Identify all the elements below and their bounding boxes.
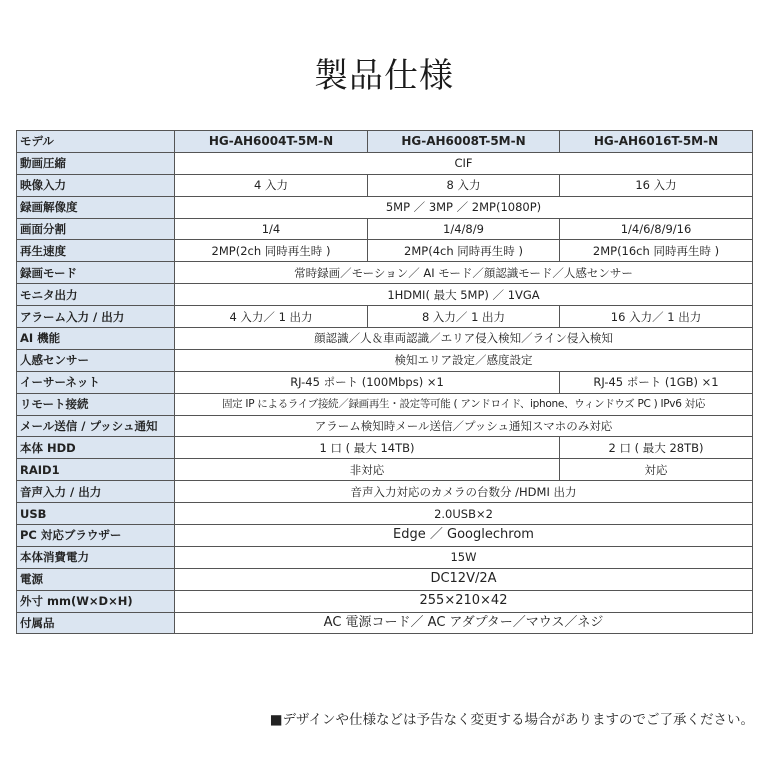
row-label: 付属品 [17, 612, 175, 634]
table-row [17, 240, 753, 262]
row-value: RJ-45 ポート (1GB) ×1 [560, 371, 753, 393]
header-label: モデル [17, 131, 175, 153]
row-label: 録画解像度 [17, 196, 175, 218]
row-label: 再生速度 [17, 240, 175, 262]
page-title: 製品仕様 [314, 56, 454, 96]
table-row [17, 459, 753, 481]
row-value: 8 入力／ 1 出力 [368, 306, 560, 328]
row-value: 音声入力対応のカメラの台数分 /HDMI 出力 [175, 481, 753, 503]
table-row [17, 196, 753, 218]
row-value: 1/4 [175, 218, 368, 240]
row-label: 電源 [17, 568, 175, 590]
row-value: 対応 [560, 459, 753, 481]
table-row [17, 306, 753, 328]
model-header: HG-AH6004T-5M-N [175, 131, 368, 153]
row-value: 2MP(4ch 同時再生時 ) [368, 240, 560, 262]
row-label: AI 機能 [17, 328, 175, 350]
row-label: 画面分割 [17, 218, 175, 240]
row-value: 255×210×42 [175, 590, 753, 612]
disclaimer-note: ■デザインや仕様などは予告なく変更する場合がありますのでご了承ください。 [269, 712, 754, 728]
row-label: 本体 HDD [17, 437, 175, 459]
table-row [17, 152, 753, 174]
row-value: CIF [175, 152, 753, 174]
table-row [17, 415, 753, 437]
row-value: DC12V/2A [175, 568, 753, 590]
table-row [17, 284, 753, 306]
row-value: 1/4/6/8/9/16 [560, 218, 753, 240]
table-row [17, 612, 753, 634]
table-row [17, 174, 753, 196]
table-row [17, 590, 753, 612]
row-label: 人感センサー [17, 349, 175, 371]
table-header-row [17, 131, 753, 153]
row-value: 2 口 ( 最大 28TB) [560, 437, 753, 459]
row-value: 16 入力 [560, 174, 753, 196]
row-label: リモート接続 [17, 393, 175, 415]
row-value: 1 口 ( 最大 14TB) [175, 437, 560, 459]
model-header: HG-AH6016T-5M-N [560, 131, 753, 153]
row-value: アラーム検知時メール送信／プッシュ通知スマホのみ対応 [175, 415, 753, 437]
row-value: 検知エリア設定／感度設定 [175, 349, 753, 371]
row-label: アラーム入力 / 出力 [17, 306, 175, 328]
table-row [17, 437, 753, 459]
row-label: 音声入力 / 出力 [17, 481, 175, 503]
row-value: 4 入力／ 1 出力 [175, 306, 368, 328]
row-value: AC 電源コード／ AC アダプター／マウス／ネジ [175, 612, 753, 634]
table-row [17, 481, 753, 503]
row-value: RJ-45 ポート (100Mbps) ×1 [175, 371, 560, 393]
row-label: 映像入力 [17, 174, 175, 196]
table-row [17, 262, 753, 284]
row-label: 本体消費電力 [17, 546, 175, 568]
row-value: 2MP(16ch 同時再生時 ) [560, 240, 753, 262]
row-value: 4 入力 [175, 174, 368, 196]
row-label: USB [17, 503, 175, 525]
table-row [17, 503, 753, 525]
table-row [17, 546, 753, 568]
spec-table [16, 130, 753, 634]
table-row [17, 393, 753, 415]
row-value: 1HDMI( 最大 5MP) ／ 1VGA [175, 284, 753, 306]
row-value: 顔認識／人＆車両認識／エリア侵入検知／ライン侵入検知 [175, 328, 753, 350]
row-value: 2.0USB×2 [175, 503, 753, 525]
model-header: HG-AH6008T-5M-N [368, 131, 560, 153]
row-value: 固定 IP によるライブ接続／録画再生・設定等可能 ( アンドロイド、iphone、ウィンドウズ PC ) IPv6 対応 [175, 393, 753, 415]
row-value: 5MP ／ 3MP ／ 2MP(1080P) [175, 196, 753, 218]
row-label: イーサーネット [17, 371, 175, 393]
row-value: Edge ／ Googlechrom [175, 525, 753, 547]
row-value: 1/4/8/9 [368, 218, 560, 240]
row-label: モニタ出力 [17, 284, 175, 306]
row-value: 15W [175, 546, 753, 568]
table-row [17, 371, 753, 393]
row-value: 8 入力 [368, 174, 560, 196]
row-value: 2MP(2ch 同時再生時 ) [175, 240, 368, 262]
row-label: 外寸 mm(W×D×H) [17, 590, 175, 612]
row-label: 録画モード [17, 262, 175, 284]
row-value: 常時録画／モーション／ AI モード／顔認識モード／人感センサー [175, 262, 753, 284]
table-row [17, 328, 753, 350]
table-row [17, 525, 753, 547]
table-row [17, 218, 753, 240]
table-row [17, 568, 753, 590]
row-value: 非対応 [175, 459, 560, 481]
row-label: RAID1 [17, 459, 175, 481]
table-row [17, 349, 753, 371]
row-label: メール送信 / プッシュ通知 [17, 415, 175, 437]
row-value: 16 入力／ 1 出力 [560, 306, 753, 328]
row-label: PC 対応ブラウザー [17, 525, 175, 547]
row-label: 動画圧縮 [17, 152, 175, 174]
